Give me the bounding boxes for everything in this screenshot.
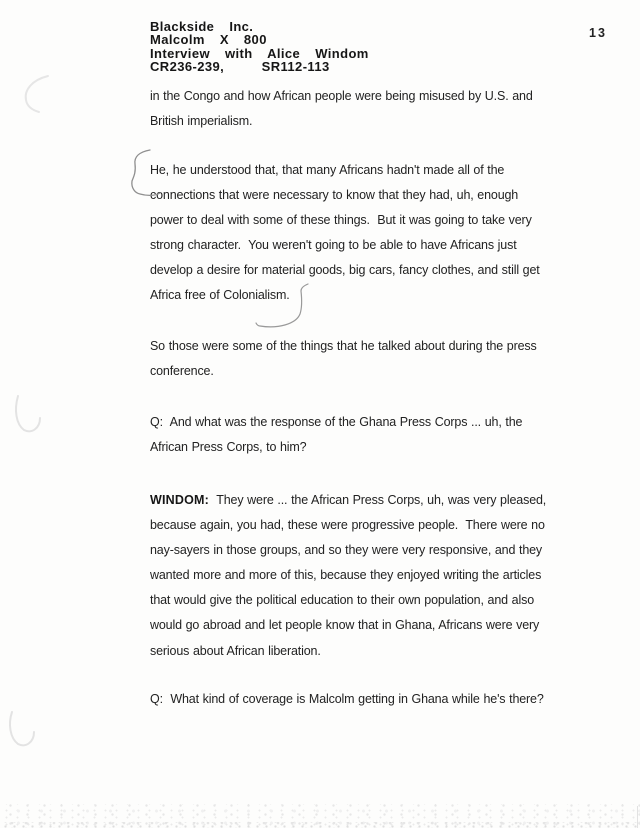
paragraph-bracketed — [150, 158, 540, 309]
text-line: that would give the political education to their own population, and also — [150, 593, 534, 608]
pencil-smudge-mark — [18, 72, 52, 116]
text-line: strong character. You weren't going to be able to have Africans just — [150, 238, 517, 253]
scan-noise-edge — [0, 822, 640, 828]
header-reel-codes: CR236-239, SR112-113 — [150, 59, 330, 75]
answer-windom — [150, 488, 546, 664]
question-ghana-press-corps — [150, 410, 522, 460]
paragraph-intro — [150, 84, 533, 134]
text-line: Q: And what was the response of the Ghana Press Corps ... uh, the — [150, 415, 523, 429]
speaker-label: WINDOM: — [150, 493, 210, 507]
text-line: African Press Corps, to him? — [150, 440, 307, 455]
text-line: develop a desire for material goods, big cars, fancy clothes, and still get — [150, 263, 540, 278]
pencil-smudge-mark — [6, 710, 38, 750]
pencil-smudge-mark — [12, 394, 44, 436]
speaker-line-text: They were ... the African Press Corps, uh, was very pleased, — [209, 493, 547, 507]
text-line: wanted more and more of this, because they enjoyed writing the articles — [150, 568, 542, 583]
header-company: Blackside Inc. — [150, 19, 254, 34]
hand-drawn-open-bracket-mark — [126, 147, 166, 203]
text-line: would go abroad and let people know that in Ghana, Africans were very — [150, 618, 540, 633]
page-number: 13 — [589, 26, 607, 40]
scan-edge-line — [637, 806, 638, 828]
text-line: Africa free of Colonialism. — [150, 288, 290, 303]
text-line: So those were some of the things that he talked about during the press — [150, 339, 537, 353]
paragraph-press-conference — [150, 334, 537, 384]
text-line: power to deal with some of these things. But it was going to take very — [150, 213, 532, 228]
text-line: connections that were necessary to know that they had, uh, enough — [150, 188, 519, 203]
text-line: serious about African liberation. — [150, 643, 321, 658]
text-line: British imperialism. — [150, 114, 253, 129]
header-project: Malcolm X 800 — [150, 32, 267, 48]
text-line: Q: What kind of coverage is Malcolm getting in Ghana while he's there? — [150, 692, 544, 706]
question-coverage — [150, 687, 544, 712]
document-header — [150, 20, 369, 74]
header-title: Interview with Alice Windom — [150, 45, 369, 61]
text-line: in the Congo and how African people were being misused by U.S. and — [150, 89, 533, 103]
text-line: nay-sayers in those groups, and so they were very responsive, and they — [150, 543, 543, 558]
text-line: conference. — [150, 364, 214, 379]
text-line: because again, you had, these were progressive people. There were no — [150, 518, 545, 533]
text-line: He, he understood that, that many Africans hadn't made all of the — [150, 163, 505, 177]
text-line — [150, 488, 546, 513]
hand-drawn-close-bracket-mark — [254, 282, 312, 332]
